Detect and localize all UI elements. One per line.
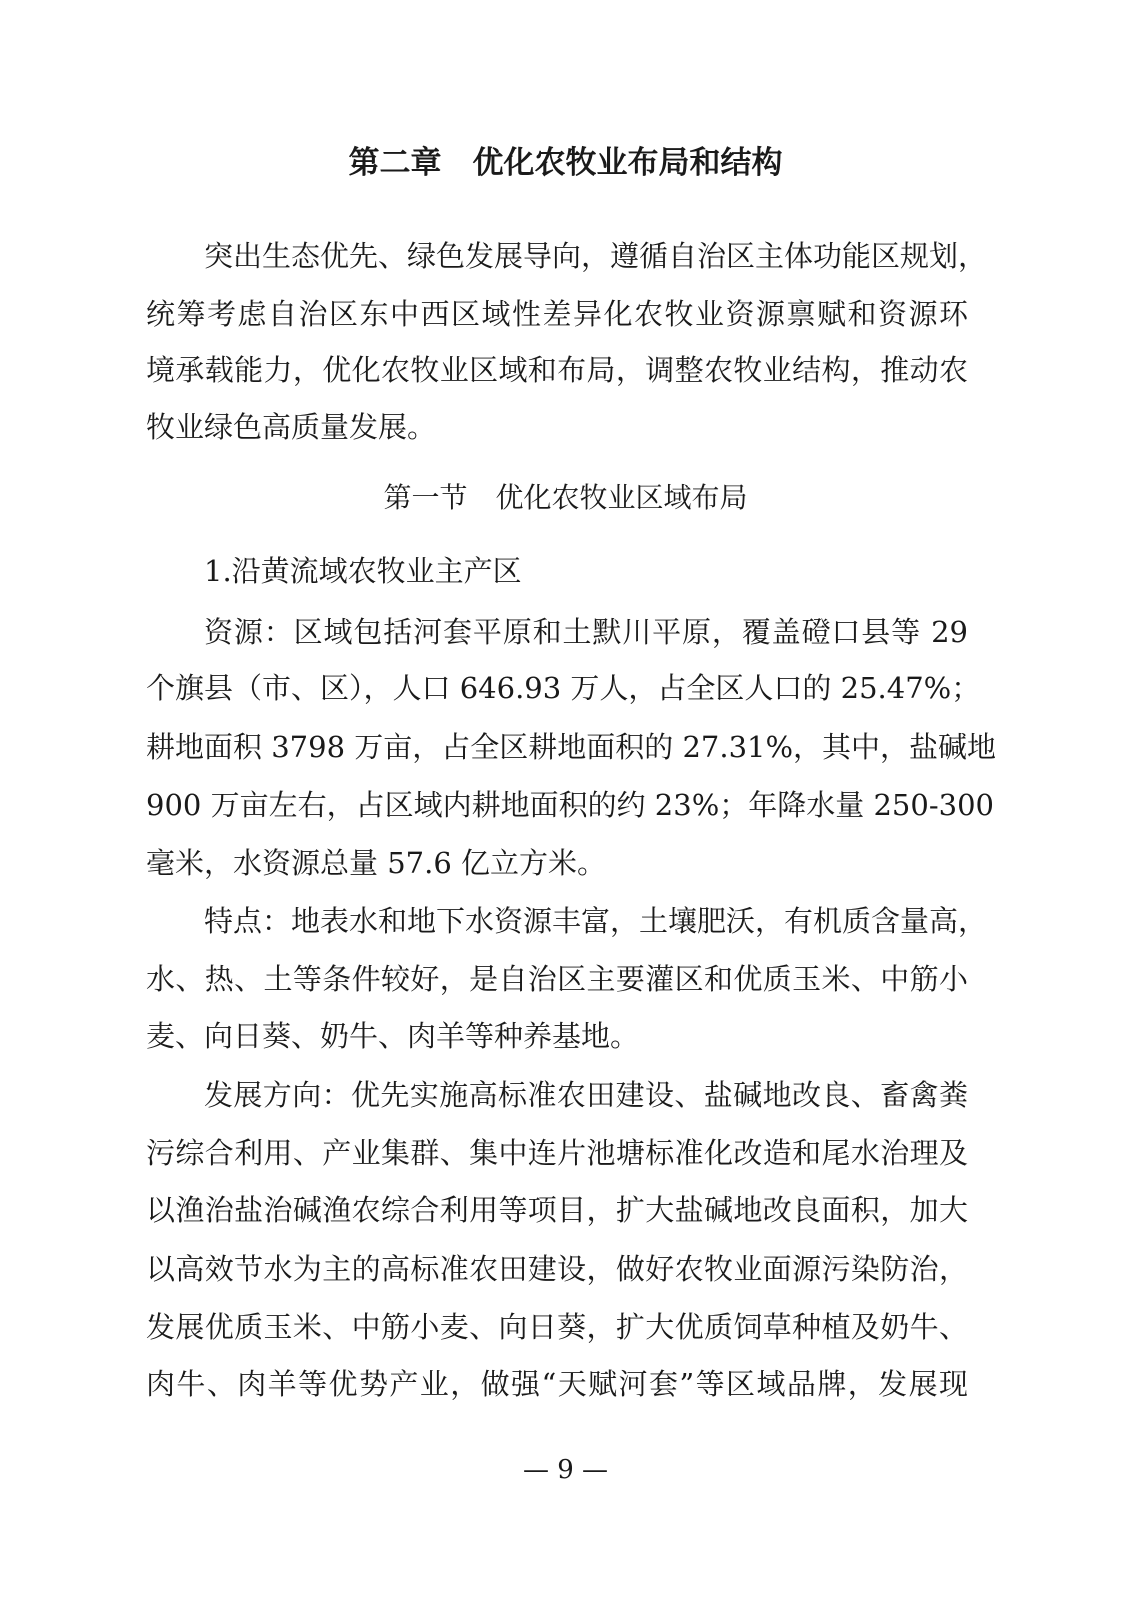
paragraph-line: 以渔治盐治碱渔农综合利用等项目，扩大盐碱地改良面积，加大 — [146, 1193, 968, 1227]
paragraph-line: 污综合利用、产业集群、集中连片池塘标准化改造和尾水治理及 — [146, 1136, 968, 1170]
paragraph-line: 特点：地表水和地下水资源丰富，土壤肥沃，有机质含量高， — [204, 904, 988, 938]
paragraph-line: 麦、向日葵、奶牛、肉羊等种养基地。 — [146, 1019, 640, 1053]
paragraph-line: 发展优质玉米、中筋小麦、向日葵，扩大优质饲草种植及奶牛、 — [146, 1310, 968, 1344]
paragraph-line: 900 万亩左右，占区域内耕地面积的约 23%；年降水量 250-300 — [146, 788, 994, 822]
section-title: 第一节 优化农牧业区域布局 — [383, 481, 748, 514]
paragraph-line: 突出生态优先、绿色发展导向，遵循自治区主体功能区规划， — [204, 239, 988, 273]
paragraph-line: 资源：区域包括河套平原和土默川平原，覆盖磴口县等 29 — [204, 615, 968, 649]
paragraph-line: 毫米，水资源总量 57.6 亿立方米。 — [146, 846, 607, 880]
paragraph-line: 发展方向：优先实施高标准农田建设、盐碱地改良、畜禽粪 — [204, 1078, 968, 1112]
subsection-title: 1.沿黄流域农牧业主产区 — [204, 554, 522, 588]
paragraph-line: 统筹考虑自治区东中西区域性差异化农牧业资源禀赋和资源环 — [146, 297, 968, 331]
paragraph-line: 牧业绿色高质量发展。 — [146, 410, 437, 444]
chapter-title: 第二章 优化农牧业布局和结构 — [348, 145, 783, 181]
paragraph-line: 个旗县（市、区），人口 646.93 万人，占全区人口的 25.47%； — [146, 671, 981, 705]
paragraph-line: 境承载能力，优化农牧业区域和布局，调整农牧业结构，推动农 — [146, 353, 968, 387]
paragraph-line: 肉牛、肉羊等优势产业，做强“天赋河套”等区域品牌，发展现 — [146, 1367, 968, 1401]
page-number: — 9 — — [522, 1455, 609, 1485]
paragraph-line: 水、热、土等条件较好，是自治区主要灌区和优质玉米、中筋小 — [146, 962, 968, 996]
paragraph-line: 以高效节水为主的高标准农田建设，做好农牧业面源污染防治， — [146, 1252, 968, 1286]
paragraph-line: 耕地面积 3798 万亩，占全区耕地面积的 27.31%，其中，盐碱地 — [146, 730, 997, 764]
